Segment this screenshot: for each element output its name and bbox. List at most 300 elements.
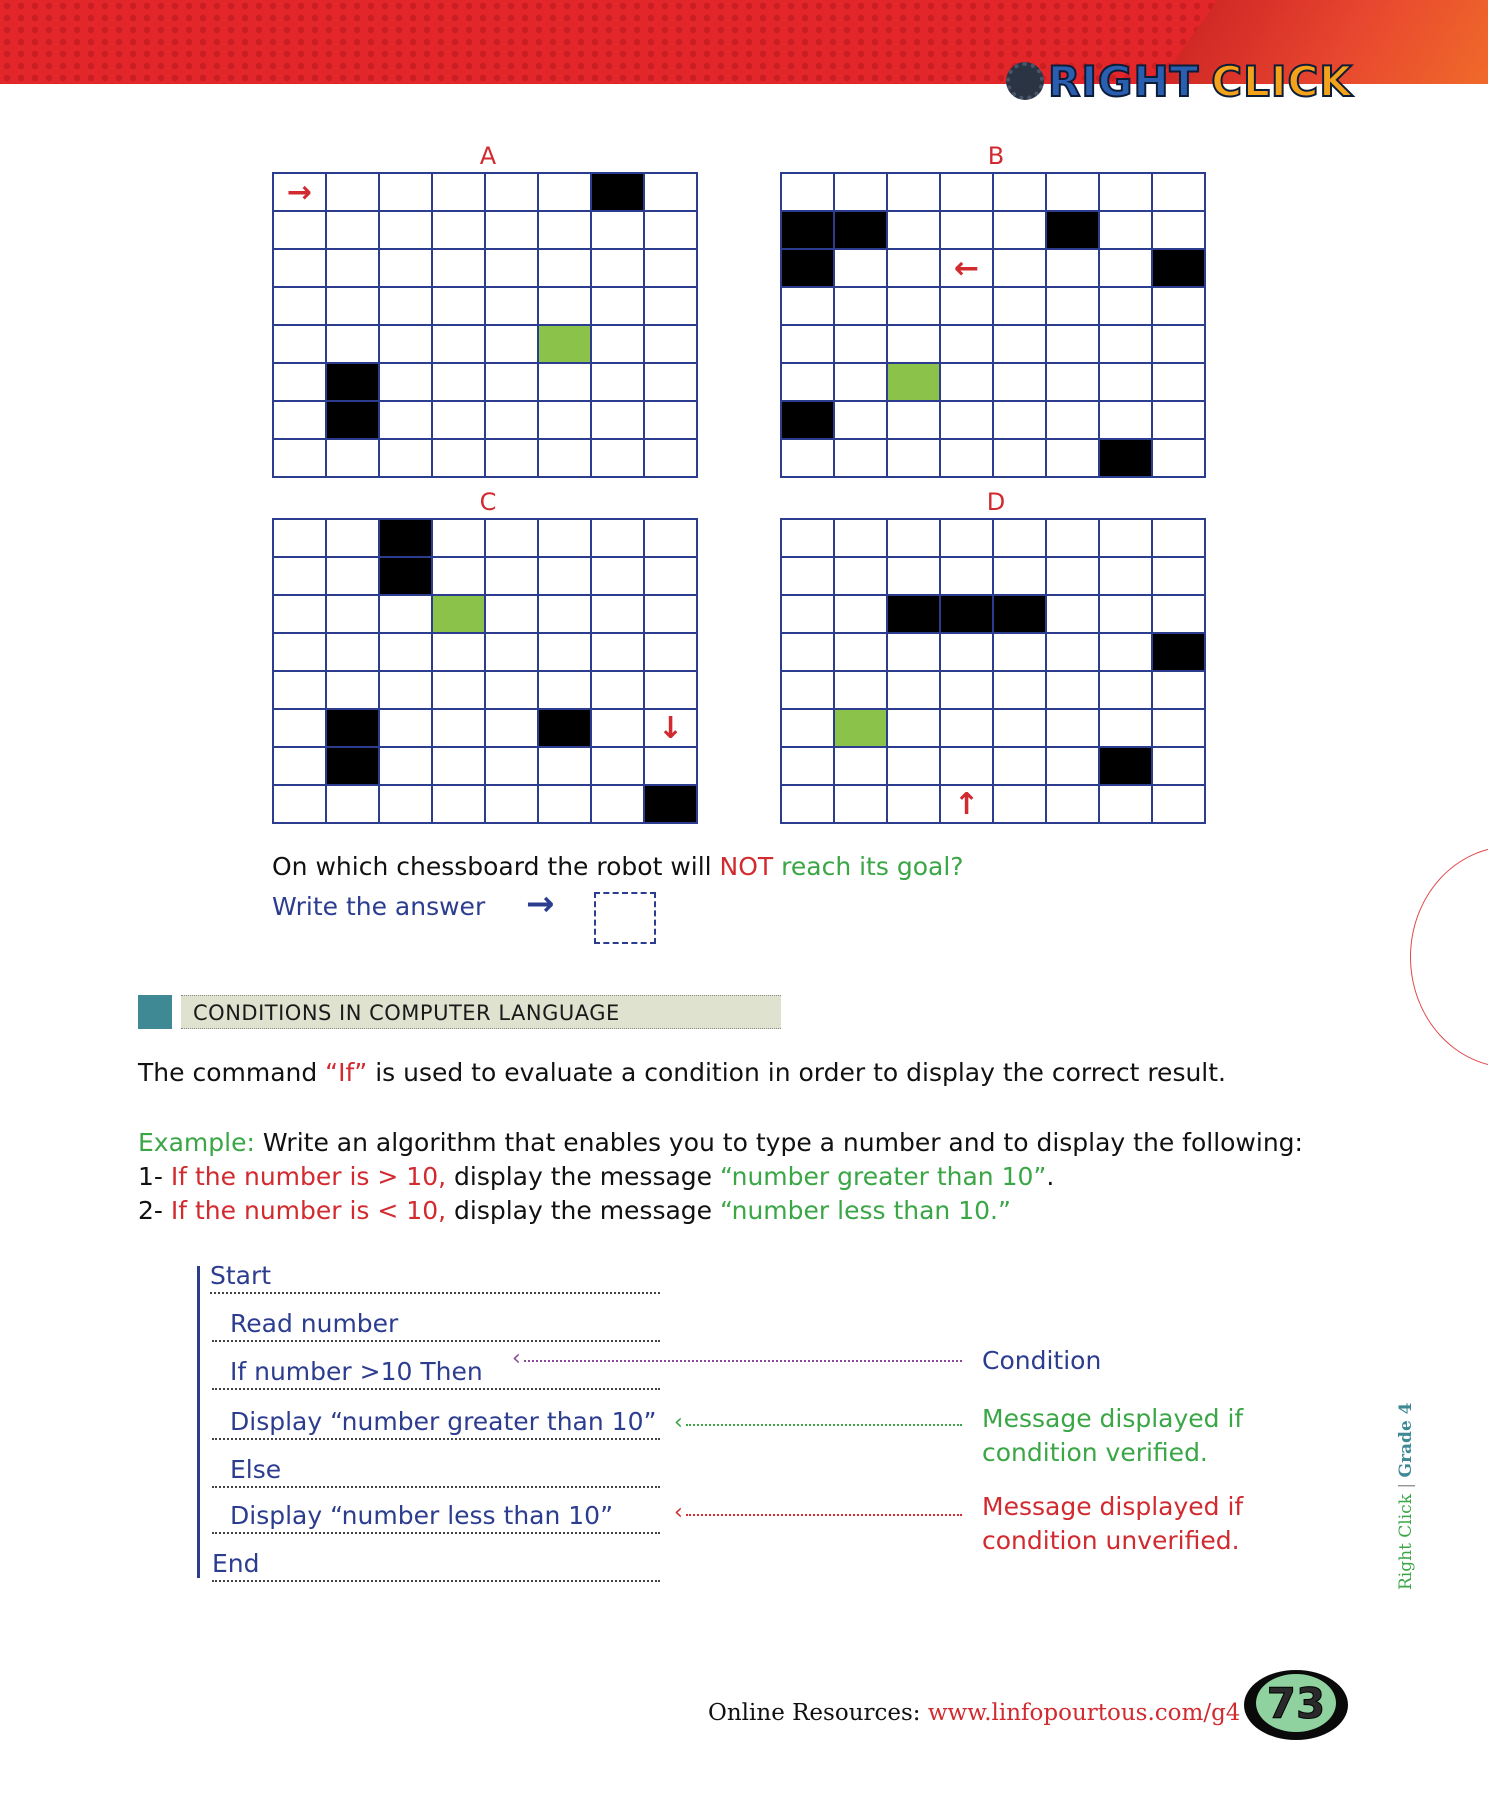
board-cell [1153,748,1206,786]
board-cell [486,174,539,212]
board-cell [380,212,433,250]
board-cell [433,402,486,440]
decorative-circle [1410,846,1488,1068]
board-cell [888,520,941,558]
board-cell [380,174,433,212]
board-cell [327,212,380,250]
board-cell [1100,402,1153,440]
board-cell [433,786,486,824]
logo-right-text: RIGHT [1048,56,1200,106]
board-cell [327,634,380,672]
board-cell [782,558,835,596]
board-cell [835,748,888,786]
side-separator: | [1396,1477,1416,1494]
board-cell [888,212,941,250]
board-cell [782,440,835,478]
obstacle-cell [380,558,433,596]
board-cell [380,440,433,478]
arrow-left-icon: ‹ [674,1410,683,1435]
answer-prompt: Write the answer [272,892,486,921]
board-cell [486,786,539,824]
page-number: 73 [1256,1674,1336,1732]
board-cell [274,710,327,748]
goal-cell [539,326,592,364]
board-cell [274,672,327,710]
board-cell [592,212,645,250]
board-cell [274,558,327,596]
board-cell [380,634,433,672]
intro-paragraph [138,1056,1338,1090]
board-cell [1100,558,1153,596]
board-cell [327,672,380,710]
board-cell [1047,520,1100,558]
board-cell [888,250,941,288]
item1-mid: display the message [446,1162,721,1191]
board-cell [1153,212,1206,250]
board-cell [994,558,1047,596]
board-cell [380,250,433,288]
board-cell [592,786,645,824]
goal-cell [433,596,486,634]
board-cell [1047,710,1100,748]
board-cell [274,596,327,634]
example-item-2 [138,1194,1378,1228]
goal-cell [835,710,888,748]
board-cell [592,250,645,288]
board-cell [782,786,835,824]
board-cell [1153,326,1206,364]
board-cell [380,596,433,634]
board-cell [941,748,994,786]
board-cell [486,212,539,250]
board-cell [1100,520,1153,558]
board-cell [1153,558,1206,596]
board-cell [645,402,698,440]
board-cell [645,250,698,288]
board-cell [380,364,433,402]
obstacle-cell [1100,748,1153,786]
note-verified-line1: Message displayed if [982,1404,1244,1433]
intro-part3: is used to evaluate a condition in order to display the correct result. [367,1058,1227,1087]
algo-else: Else [212,1452,660,1488]
obstacle-cell [941,596,994,634]
board-cell [994,288,1047,326]
note-unverified-line1: Message displayed if [982,1492,1244,1521]
note-verified-line2: condition verified. [982,1438,1208,1467]
board-cell [539,212,592,250]
section-marker [138,995,172,1029]
board-cell [1100,250,1153,288]
algo-display-2: Display “number less than 10” [212,1498,660,1534]
obstacle-cell [1047,212,1100,250]
board-cell [433,212,486,250]
obstacle-cell [994,596,1047,634]
robot-arrow-icon: ↓ [657,710,684,746]
board-cell [994,402,1047,440]
item1-msg: “number greater than 10” [720,1162,1047,1191]
board-cell [380,672,433,710]
board-cell [645,710,698,748]
board-cell [1100,596,1153,634]
board-c-label: C [479,488,497,516]
board-d-label: D [986,488,1006,516]
board-cell [888,748,941,786]
obstacle-cell [1153,250,1206,288]
board-cell [994,212,1047,250]
board-cell [592,710,645,748]
gear-icon [1006,62,1044,100]
board-cell [274,634,327,672]
board-cell [327,786,380,824]
board-cell [782,672,835,710]
item2-mid: display the message [446,1196,721,1225]
board-cell [433,364,486,402]
section-title: CONDITIONS IN COMPUTER LANGUAGE [181,995,781,1029]
board-c [272,518,698,824]
board-cell [1153,288,1206,326]
board-cell [835,634,888,672]
item2-cond: If the number is < 10, [170,1196,447,1225]
board-cell [645,174,698,212]
footer-url-link[interactable]: www.linfopourtous.com/g4 [927,1700,1241,1726]
board-cell [941,288,994,326]
board-cell [539,634,592,672]
board-cell [539,288,592,326]
board-b [780,172,1206,478]
board-cell [888,558,941,596]
board-cell [645,364,698,402]
board-cell [592,364,645,402]
board-cell [274,250,327,288]
board-cell [1047,596,1100,634]
intro-part1: The command [138,1058,326,1087]
board-cell [1047,672,1100,710]
question-text [272,852,964,881]
board-cell [645,672,698,710]
board-cell [782,520,835,558]
board-cell [327,250,380,288]
board-cell [1100,786,1153,824]
board-cell [1153,440,1206,478]
board-cell [994,710,1047,748]
board-cell [327,174,380,212]
board-a [272,172,698,478]
item1-cond: If the number is > 10, [170,1162,447,1191]
board-cell [274,520,327,558]
right-click-logo [1006,54,1353,108]
board-cell [592,748,645,786]
board-cell [539,520,592,558]
board-cell [1100,288,1153,326]
board-cell [486,596,539,634]
board-cell [1100,174,1153,212]
board-cell [592,596,645,634]
unverified-connector [686,1514,962,1516]
board-cell [274,326,327,364]
board-cell [486,250,539,288]
board-cell [1047,558,1100,596]
board-cell [274,288,327,326]
board-cell [592,672,645,710]
obstacle-cell [782,212,835,250]
board-cell [539,596,592,634]
board-cell [539,786,592,824]
board-a-label: A [479,142,497,170]
item2-msg: “number less than 10.” [720,1196,1011,1225]
board-cell [433,174,486,212]
board-cell [486,672,539,710]
answer-box[interactable] [594,892,656,944]
board-cell [835,326,888,364]
board-cell [941,558,994,596]
board-cell [835,250,888,288]
side-grade: Grade 4 [1396,1402,1416,1478]
board-cell [645,634,698,672]
board-cell [486,710,539,748]
board-cell [592,402,645,440]
board-cell [327,520,380,558]
board-cell [835,672,888,710]
board-cell [486,288,539,326]
obstacle-cell [835,212,888,250]
side-book-title: Right Click [1396,1493,1416,1590]
board-cell [486,440,539,478]
board-cell [782,174,835,212]
board-b-label: B [987,142,1005,170]
board-cell [380,288,433,326]
note-unverified-line2: condition unverified. [982,1526,1240,1555]
board-cell [1153,174,1206,212]
board-cell [835,402,888,440]
board-cell [592,634,645,672]
board-cell [433,748,486,786]
board-cell [274,402,327,440]
board-cell [1100,634,1153,672]
obstacle-cell [327,748,380,786]
board-cell [486,634,539,672]
algo-end: End [212,1546,660,1582]
board-cell [433,558,486,596]
board-cell [539,748,592,786]
board-cell [1047,786,1100,824]
board-cell [645,520,698,558]
board-cell [433,710,486,748]
board-cell [539,672,592,710]
algo-read: Read number [212,1306,660,1342]
question-part1: On which chessboard the robot will [272,852,720,881]
question-part3: reach its goal? [773,852,964,881]
board-cell [433,520,486,558]
obstacle-cell [327,364,380,402]
example-text: Write an algorithm that enables you to type a number and to display the following: [254,1128,1303,1157]
board-cell [486,520,539,558]
board-cell [592,558,645,596]
footer-label: Online Resources: [708,1700,928,1726]
board-cell [539,440,592,478]
board-cell [645,440,698,478]
board-cell [888,440,941,478]
board-cell [592,288,645,326]
board-cell [274,364,327,402]
verified-connector [686,1424,962,1426]
board-cell [1153,672,1206,710]
board-cell [994,672,1047,710]
board-cell [380,786,433,824]
board-cell [994,634,1047,672]
board-cell [941,364,994,402]
example-item-1 [138,1160,1378,1194]
board-cell [274,440,327,478]
intro-if: “If” [325,1058,368,1087]
board-cell [994,786,1047,824]
obstacle-cell [645,786,698,824]
board-cell [592,326,645,364]
item1-end: . [1046,1162,1055,1191]
goal-cell [888,364,941,402]
arrow-left-icon: ‹ [512,1346,521,1371]
board-cell [1047,288,1100,326]
board-cell [433,326,486,364]
board-cell [380,326,433,364]
board-cell [539,364,592,402]
board-cell [835,786,888,824]
board-cell [1153,710,1206,748]
board-cell [592,440,645,478]
board-cell [1047,364,1100,402]
logo-click-text: CLICK [1211,56,1353,106]
board-cell [1047,748,1100,786]
board-cell [380,748,433,786]
board-cell [539,402,592,440]
board-cell [941,672,994,710]
algo-display-1: Display “number greater than 10” [212,1404,660,1440]
board-cell [645,326,698,364]
board-cell [486,326,539,364]
board-cell [782,326,835,364]
board-cell [433,440,486,478]
obstacle-cell [1153,634,1206,672]
obstacle-cell [327,402,380,440]
board-cell [941,440,994,478]
board-cell [994,326,1047,364]
board-cell [539,250,592,288]
board-cell [782,596,835,634]
board-cell [1153,520,1206,558]
board-cell [888,326,941,364]
obstacle-cell [592,174,645,212]
board-cell [888,634,941,672]
board-cell [274,786,327,824]
board-cell [941,402,994,440]
board-cell [274,174,327,212]
board-cell [1047,634,1100,672]
board-cell [835,596,888,634]
board-d [780,518,1206,824]
board-cell [486,364,539,402]
board-cell [1153,786,1206,824]
board-cell [994,440,1047,478]
board-cell [835,558,888,596]
board-cell [592,520,645,558]
side-running-title [1396,1402,1416,1590]
item2-num: 2- [138,1196,171,1225]
note-condition: Condition [982,1346,1102,1375]
board-cell [941,326,994,364]
robot-arrow-icon: ← [953,250,980,286]
board-cell [941,212,994,250]
board-cell [1100,326,1153,364]
board-cell [994,174,1047,212]
board-cell [888,402,941,440]
board-cell [1153,596,1206,634]
robot-arrow-icon: ↑ [953,786,980,822]
board-cell [782,634,835,672]
algo-start: Start [210,1258,660,1294]
board-cell [782,710,835,748]
board-cell [835,440,888,478]
obstacle-cell [782,250,835,288]
board-cell [1047,326,1100,364]
board-cell [1153,364,1206,402]
board-cell [835,174,888,212]
board-cell [327,596,380,634]
board-cell [433,672,486,710]
board-cell [645,212,698,250]
condition-connector [524,1360,962,1362]
board-cell [1100,672,1153,710]
board-cell [994,748,1047,786]
board-cell [888,786,941,824]
board-cell [994,520,1047,558]
board-cell [941,786,994,824]
board-cell [941,174,994,212]
footer-resources [708,1700,1240,1726]
obstacle-cell [380,520,433,558]
board-cell [274,748,327,786]
board-cell [645,748,698,786]
board-cell [433,250,486,288]
board-cell [1047,174,1100,212]
board-cell [1100,710,1153,748]
board-cell [486,402,539,440]
board-cell [539,174,592,212]
board-cell [486,748,539,786]
obstacle-cell [782,402,835,440]
obstacle-cell [1100,440,1153,478]
board-cell [782,748,835,786]
board-cell [380,710,433,748]
robot-arrow-icon: → [286,174,313,210]
board-cell [645,596,698,634]
obstacle-cell [888,596,941,634]
board-cell [941,710,994,748]
board-cell [274,212,327,250]
board-cell [433,634,486,672]
board-cell [1047,250,1100,288]
board-cell [645,288,698,326]
board-cell [327,440,380,478]
board-cell [327,558,380,596]
board-cell [941,250,994,288]
board-cell [994,250,1047,288]
board-cell [327,326,380,364]
board-cell [782,364,835,402]
board-cell [433,288,486,326]
example-label: Example: [138,1128,255,1157]
board-cell [888,710,941,748]
board-cell [994,364,1047,402]
algo-if: If number >10 Then [212,1354,660,1390]
